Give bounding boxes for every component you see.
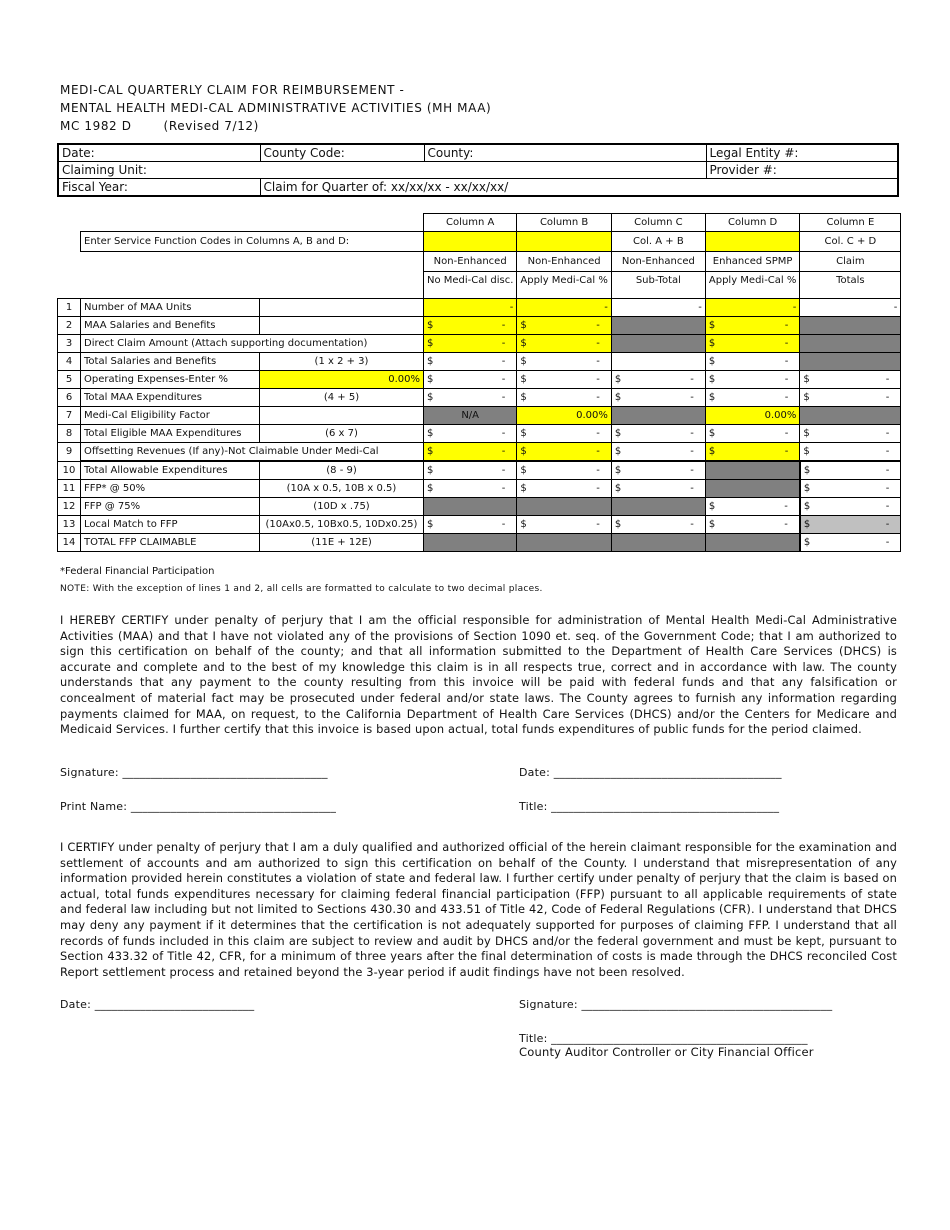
amount-value: - (596, 428, 600, 439)
dollar-sign: $ (427, 356, 434, 367)
cell-a-row-11 (424, 480, 517, 498)
dollar-sign: $ (803, 428, 810, 439)
cell-d-row-12 (705, 498, 800, 516)
row-label: Number of MAA Units (81, 299, 260, 317)
dollar-sign: $ (614, 374, 622, 385)
dollar-sign: $ (427, 374, 434, 385)
grid-row-2 (58, 317, 901, 335)
amount-value: - (501, 374, 506, 385)
amount-value: - (784, 446, 789, 457)
dollar-sign: $ (708, 320, 716, 331)
cell-e-row-11 (800, 480, 901, 498)
service-code-d-input[interactable] (705, 232, 800, 252)
column-e-desc: Totals (800, 272, 901, 299)
title-line-1[interactable]: Title: ________________________________________ (519, 800, 780, 813)
row-label: MAA Salaries and Benefits (81, 317, 260, 335)
ffp-footnote: *Federal Financial Participation (60, 566, 215, 577)
dollar-sign: $ (614, 483, 622, 494)
row-label: Local Match to FFP (81, 516, 260, 534)
amount-value: - (885, 465, 890, 476)
column-d-type: Enhanced SPMP (705, 252, 800, 272)
form-number-code: MC 1982 D (60, 119, 132, 133)
cell-c-row-1: - (611, 299, 705, 317)
row-formula: (1 x 2 + 3) (260, 353, 424, 371)
cell-d-row-4 (705, 353, 800, 371)
dollar-sign: $ (803, 374, 810, 385)
dollar-sign: $ (520, 356, 527, 367)
cell-e-row-10 (800, 461, 901, 480)
grid-row-7 (58, 407, 901, 425)
amount-value: - (784, 356, 789, 367)
cell-e-row-4 (800, 353, 901, 371)
form-number (60, 118, 259, 134)
column-e-formula: Col. C + D (800, 232, 901, 252)
amount-value: - (596, 374, 600, 385)
service-codes-label: Enter Service Function Codes in Columns A, B and D: (81, 232, 424, 252)
cell-b-row-14 (517, 534, 612, 552)
cell-c-row-11 (611, 480, 705, 498)
dollar-sign: $ (803, 519, 811, 530)
grid-row-12 (58, 498, 901, 516)
cell-c-row-9 (611, 443, 705, 462)
amount-value: - (690, 392, 694, 403)
cell-c-row-4 (611, 353, 705, 371)
cell-a-row-9[interactable] (424, 443, 517, 462)
dollar-sign: $ (427, 446, 434, 457)
amount-value: - (690, 428, 694, 439)
amount-value: - (690, 519, 694, 530)
dollar-sign: $ (803, 483, 811, 494)
certification-paragraph-2: I CERTIFY under penalty of perjury that I am a duly qualified and authorized official of the herein claimant responsible for the examination and settlement of accounts and am authorized to sign this certification on behalf of the County. I understand that misrepresentation of any information provided herein constitutes a violation of state and federal law. I further certify under penalty of perjury that the claim is based on actual, total funds expenditures necessary for claiming federal financial participation (FFP) pursuant to all applicable requirements of state and federal law including but not limited to Sections 430.30 and 433.51 of Title 42, Code of Federal Regulations (CFR). I understand that DHCS may deny any payment if it determines that the certification is not adequately supported for purposes of claiming FFP. I understand that all records of funds included in this claim are subject to review and audit by DHCS and/or the federal government and must be kept, pursuant to Section 433.32 of Title 42, CFR, for a minimum of three years after the final determination of costs is made through the DHCS reconciled Cost Report settlement process and retained beyond the 3-year period if audit findings have not been resolved. (60, 840, 897, 979)
amount-value: - (885, 428, 890, 439)
column-e-type: Claim (800, 252, 901, 272)
dollar-sign: $ (708, 501, 716, 512)
grid-row-9 (58, 443, 901, 462)
amount-value: - (501, 320, 506, 331)
amount-value: - (885, 374, 890, 385)
cell-a-row-4 (424, 353, 517, 371)
row-formula (260, 407, 424, 425)
service-code-b-input[interactable] (517, 232, 612, 252)
cell-d-row-5 (705, 371, 800, 389)
county-field[interactable]: County: (424, 144, 706, 162)
cell-b-row-6 (517, 389, 612, 407)
dollar-sign: $ (427, 428, 434, 439)
cell-e-row-12 (800, 498, 901, 516)
cell-e-row-13 (800, 516, 901, 534)
grid-row-3 (58, 335, 901, 353)
column-c-desc: Sub-Total (611, 272, 705, 299)
grid-row-11 (58, 480, 901, 498)
amount-value: - (885, 501, 890, 512)
cell-c-row-13 (611, 516, 705, 534)
row-label: Medi-Cal Eligibility Factor (81, 407, 260, 425)
date-line-2[interactable]: Date: ____________________________ (60, 998, 255, 1011)
amount-value: - (596, 320, 600, 331)
dollar-sign: $ (803, 537, 811, 548)
dollar-sign: $ (614, 392, 622, 403)
cell-b-row-1[interactable]: - (517, 299, 612, 317)
dollar-sign: $ (427, 320, 434, 331)
row-number: 6 (58, 389, 81, 407)
row-label: Direct Claim Amount (Attach supporting documentation) (81, 335, 424, 353)
dollar-sign: $ (427, 519, 434, 530)
dollar-sign: $ (520, 320, 527, 331)
dollar-sign: $ (708, 392, 716, 403)
column-c-type: Non-Enhanced (611, 252, 705, 272)
dollar-sign: $ (708, 519, 716, 530)
cell-d-row-8 (705, 425, 800, 443)
amount-value: - (501, 392, 506, 403)
column-c-formula: Col. A + B (611, 232, 705, 252)
cell-a-row-7: N/A (424, 407, 517, 425)
cell-c-row-6 (611, 389, 705, 407)
column-b-type: Non-Enhanced (517, 252, 612, 272)
amount-value: - (784, 519, 788, 530)
decimal-note: NOTE: With the exception of lines 1 and 2, all cells are formatted to calculate to two decimal places. (60, 584, 543, 594)
grid-row-14 (58, 534, 901, 552)
amount-value: - (596, 356, 600, 367)
row-formula: (6 x 7) (260, 425, 424, 443)
dollar-sign: $ (708, 374, 716, 385)
column-b-desc: Apply Medi-Cal % (517, 272, 612, 299)
row-number: 1 (58, 299, 81, 317)
grid-row-5 (58, 371, 901, 389)
cell-d-row-7[interactable]: 0.00% (705, 407, 800, 425)
row-number: 12 (58, 498, 81, 516)
row-number: 9 (58, 443, 81, 462)
dollar-sign: $ (427, 483, 434, 494)
amount-value: - (596, 519, 600, 530)
amount-value: - (690, 483, 694, 494)
cell-d-row-11 (705, 480, 800, 498)
cell-a-row-6 (424, 389, 517, 407)
row-formula: (11E + 12E) (260, 534, 424, 552)
cell-c-row-12 (611, 498, 705, 516)
dollar-sign: $ (708, 446, 716, 457)
claim-info-table (57, 143, 899, 197)
cell-c-row-7 (611, 407, 705, 425)
cell-d-row-10 (705, 461, 800, 480)
certification-paragraph-1: I HEREBY CERTIFY under penalty of perjury that I am the official responsible for administration of Mental Health Medi-Cal Administrative Activities (MAA) and that I have not violated any of the provisions of Section 1090 et. seq. of the Government Code; that I am authorized to sign this certification on behalf of the county; and that all information submitted to the Department of Health Care Services (DHCS) is accurate and complete and to the best of my knowledge this claim is in all respects true, correct and in accordance with law. The county understands that any payment to the county resulting from this invoice will be paid with federal funds and that any falsification or concealment of material fact may be prosecuted under federal and/or state laws. The County agrees to furnish any information regarding payments claimed for MAA, on request, to the California Department of Health Care Services (DHCS) and/or the Centers for Medicare and Medicaid Services. I further certify that this invoice is based upon actual, total funds expenditures of public funds for the period claimed. (60, 613, 897, 737)
row-number: 13 (58, 516, 81, 534)
cell-d-row-13 (705, 516, 800, 534)
column-b-header: Column B (517, 214, 612, 232)
column-a-desc: No Medi-Cal disc. (424, 272, 517, 299)
form-title-line1: MEDI-CAL QUARTERLY CLAIM FOR REIMBURSEMENT - (60, 83, 405, 97)
dollar-sign: $ (520, 338, 527, 349)
amount-value: - (885, 537, 890, 548)
cell-e-row-14 (800, 534, 901, 552)
dollar-sign: $ (803, 501, 811, 512)
cell-a-row-3[interactable] (424, 335, 517, 353)
legal-entity-field[interactable]: Legal Entity #: (706, 144, 898, 162)
date-field[interactable]: Date: (58, 144, 260, 162)
claim-quarter-field[interactable]: Claim for Quarter of: xx/xx/xx - xx/xx/xx/ (260, 179, 898, 197)
column-a-type: Non-Enhanced (424, 252, 517, 272)
amount-value: - (501, 356, 506, 367)
cell-b-row-3[interactable] (517, 335, 612, 353)
cell-d-row-3[interactable] (705, 335, 800, 353)
claim-grid (57, 213, 901, 552)
grid-row-1 (58, 299, 901, 317)
cell-c-row-3 (611, 335, 705, 353)
amount-value: - (784, 374, 789, 385)
dollar-sign: $ (803, 392, 810, 403)
amount-value: - (596, 392, 600, 403)
title-caption: County Auditor Controller or City Financial Officer (519, 1045, 814, 1059)
row-number: 14 (58, 534, 81, 552)
cell-d-row-9[interactable] (705, 443, 800, 462)
column-d-desc: Apply Medi-Cal % (705, 272, 800, 299)
grid-row-8 (58, 425, 901, 443)
row-label: FFP @ 75% (81, 498, 260, 516)
row-number: 5 (58, 371, 81, 389)
cell-c-row-10 (611, 461, 705, 480)
row-formula: (10Ax0.5, 10Bx0.5, 10Dx0.25) (260, 516, 424, 534)
cell-a-row-13 (424, 516, 517, 534)
amount-value: - (501, 338, 506, 349)
signature-line-2[interactable]: Signature: ____________________________________________ (519, 998, 833, 1011)
cell-b-row-11 (517, 480, 612, 498)
row-label: Total Eligible MAA Expenditures (81, 425, 260, 443)
row-label: FFP* @ 50% (81, 480, 260, 498)
cell-a-row-8 (424, 425, 517, 443)
dollar-sign: $ (708, 356, 716, 367)
cell-a-row-14 (424, 534, 517, 552)
cell-b-row-8 (517, 425, 612, 443)
row-formula: (8 - 9) (260, 461, 424, 480)
cell-a-row-10 (424, 461, 517, 480)
row-formula: (10A x 0.5, 10B x 0.5) (260, 480, 424, 498)
dollar-sign: $ (708, 428, 716, 439)
cell-b-row-4 (517, 353, 612, 371)
amount-value: - (596, 465, 600, 476)
amount-value: - (596, 446, 600, 457)
amount-value: - (690, 465, 694, 476)
dollar-sign: $ (614, 465, 622, 476)
form-title-line2: MENTAL HEALTH MEDI-CAL ADMINISTRATIVE ACTIVITIES (MH MAA) (60, 101, 492, 115)
amount-value: - (784, 338, 789, 349)
signature-line-1[interactable]: Signature: ____________________________________ (60, 766, 328, 779)
row-formula (260, 299, 424, 317)
amount-value: - (596, 483, 600, 494)
cell-a-row-2[interactable] (424, 317, 517, 335)
cell-e-row-3 (800, 335, 901, 353)
amount-value: - (784, 428, 789, 439)
amount-value: - (501, 428, 506, 439)
cell-a-row-12 (424, 498, 517, 516)
row-number: 2 (58, 317, 81, 335)
cell-d-row-1[interactable]: - (705, 299, 800, 317)
amount-value: - (784, 320, 789, 331)
row-label: Operating Expenses-Enter % (81, 371, 260, 389)
column-e-header: Column E (800, 214, 901, 232)
dollar-sign: $ (614, 428, 622, 439)
provider-field[interactable]: Provider #: (706, 162, 898, 179)
row-label: TOTAL FFP CLAIMABLE (81, 534, 260, 552)
row-number: 8 (58, 425, 81, 443)
cell-b-row-12 (517, 498, 612, 516)
title-line-2[interactable]: Title: _____________________________________________ (519, 1032, 808, 1045)
dollar-sign: $ (520, 446, 527, 457)
dollar-sign: $ (520, 519, 527, 530)
cell-a-row-5 (424, 371, 517, 389)
row-formula: (10D x .75) (260, 498, 424, 516)
amount-value: - (885, 519, 890, 530)
grid-row-4 (58, 353, 901, 371)
dollar-sign: $ (614, 519, 622, 530)
amount-value: - (784, 392, 789, 403)
row-label: Offsetting Revenues (If any)-Not Claimable Under Medi-Cal (81, 443, 424, 462)
amount-value: - (885, 483, 890, 494)
row-label: Total MAA Expenditures (81, 389, 260, 407)
row-label: Total Salaries and Benefits (81, 353, 260, 371)
amount-value: - (690, 374, 694, 385)
column-d-header: Column D (705, 214, 800, 232)
form-revision: (Revised 7/12) (163, 119, 259, 133)
claiming-unit-field[interactable]: Claiming Unit: (58, 162, 706, 179)
row-label: Total Allowable Expenditures (81, 461, 260, 480)
cell-c-row-2 (611, 317, 705, 335)
amount-value: - (501, 483, 506, 494)
cell-b-row-10 (517, 461, 612, 480)
cell-b-row-7[interactable]: 0.00% (517, 407, 612, 425)
cell-d-row-6 (705, 389, 800, 407)
amount-value: - (501, 519, 506, 530)
cell-c-row-5 (611, 371, 705, 389)
cell-a-row-1[interactable]: - (424, 299, 517, 317)
cell-c-row-14 (611, 534, 705, 552)
cell-e-row-2 (800, 317, 901, 335)
cell-e-row-9 (800, 443, 901, 462)
grid-row-10 (58, 461, 901, 480)
cell-e-row-6 (800, 389, 901, 407)
dollar-sign: $ (520, 392, 527, 403)
cell-d-row-14 (705, 534, 800, 552)
cell-e-row-1: - (800, 299, 901, 317)
cell-b-row-5 (517, 371, 612, 389)
county-code-field[interactable]: County Code: (260, 144, 424, 162)
cell-e-row-8 (800, 425, 901, 443)
dollar-sign: $ (520, 428, 527, 439)
dollar-sign: $ (427, 465, 434, 476)
dollar-sign: $ (708, 338, 716, 349)
operating-expense-pct-input[interactable]: 0.00% (260, 371, 424, 389)
fiscal-year-field[interactable]: Fiscal Year: (58, 179, 260, 197)
cell-b-row-2[interactable] (517, 317, 612, 335)
row-number: 4 (58, 353, 81, 371)
amount-value: - (885, 392, 890, 403)
amount-value: - (885, 446, 890, 457)
dollar-sign: $ (803, 446, 810, 457)
dollar-sign: $ (520, 374, 527, 385)
date-line-1[interactable]: Date: ________________________________________ (519, 766, 782, 779)
row-number: 11 (58, 480, 81, 498)
column-a-header: Column A (424, 214, 517, 232)
dollar-sign: $ (520, 483, 527, 494)
cell-e-row-5 (800, 371, 901, 389)
cell-b-row-13 (517, 516, 612, 534)
row-formula (260, 317, 424, 335)
cell-d-row-2[interactable] (705, 317, 800, 335)
grid-row-6 (58, 389, 901, 407)
column-c-header: Column C (611, 214, 705, 232)
dollar-sign: $ (427, 338, 434, 349)
dollar-sign: $ (427, 392, 434, 403)
service-code-a-input[interactable] (424, 232, 517, 252)
dollar-sign: $ (803, 465, 811, 476)
amount-value: - (784, 501, 788, 512)
row-number: 10 (58, 461, 81, 480)
grid-row-13 (58, 516, 901, 534)
row-formula: (4 + 5) (260, 389, 424, 407)
amount-value: - (501, 465, 506, 476)
dollar-sign: $ (614, 446, 622, 457)
amount-value: - (690, 446, 694, 457)
cell-b-row-9[interactable] (517, 443, 612, 462)
dollar-sign: $ (520, 465, 527, 476)
row-number: 3 (58, 335, 81, 353)
row-number: 7 (58, 407, 81, 425)
print-name-line[interactable]: Print Name: ____________________________________ (60, 800, 337, 813)
amount-value: - (501, 446, 506, 457)
cell-c-row-8 (611, 425, 705, 443)
amount-value: - (596, 338, 600, 349)
cell-e-row-7 (800, 407, 901, 425)
